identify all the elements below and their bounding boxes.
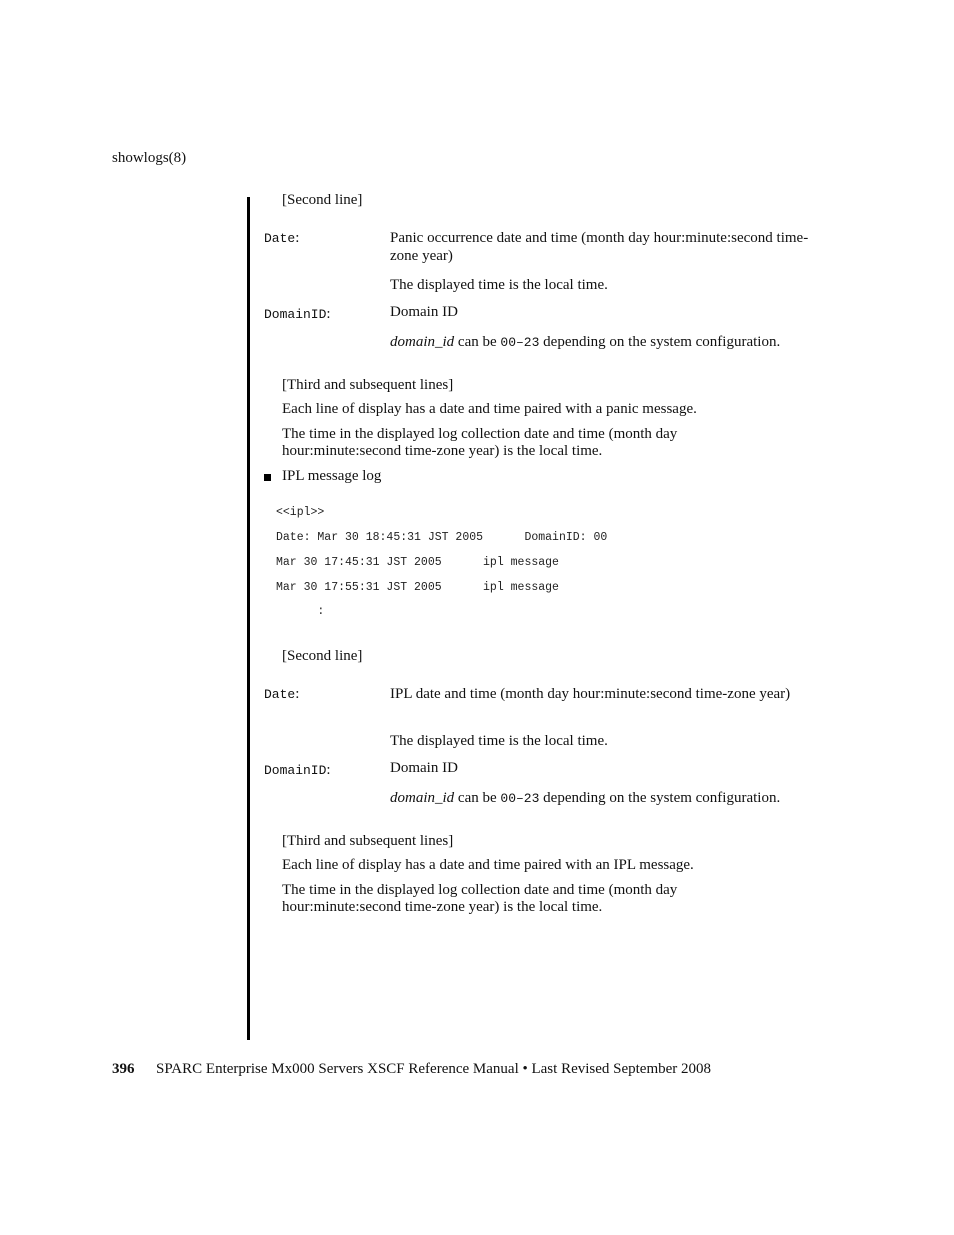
second-line-heading: [Second line] — [282, 192, 363, 208]
domain-id-italic: domain_id — [390, 334, 455, 350]
date-term — [264, 229, 299, 247]
domain-term — [264, 305, 331, 323]
change-bar — [247, 197, 250, 1040]
code-line: Mar 30 17:55:31 JST 2005 ipl message — [276, 581, 559, 594]
running-head: showlogs(8) — [112, 150, 187, 166]
third-lines-heading: [Third and subsequent lines] — [282, 377, 454, 393]
date-term-code: Date — [264, 687, 296, 702]
domain-term-colon: : — [326, 762, 331, 778]
code-line: Date: Mar 30 18:45:31 JST 2005 DomainID: 00 — [276, 531, 608, 544]
bullet-square-icon — [264, 474, 271, 481]
ipl-bullet-label: IPL message log — [282, 468, 382, 484]
date-term-colon: : — [295, 686, 300, 702]
third-lines-heading: [Third and subsequent lines] — [282, 833, 454, 849]
domain-term-code: DomainID — [264, 763, 327, 778]
date-term-colon: : — [295, 230, 300, 246]
domain-description: Domain ID — [390, 304, 458, 320]
date-note: The displayed time is the local time. — [390, 733, 608, 749]
domain-note-end: depending on the system configuration. — [539, 790, 781, 806]
date-description: Panic occurrence date and time (month day hour:minute:second time-zone year) — [390, 230, 809, 264]
date-note: The displayed time is the local time. — [390, 277, 608, 293]
domain-term-code: DomainID — [264, 307, 327, 322]
domain-note — [390, 334, 780, 351]
code-line: Mar 30 17:45:31 JST 2005 ipl message — [276, 556, 559, 569]
code-line: : — [276, 605, 325, 618]
domain-term — [264, 761, 331, 779]
date-term-code: Date — [264, 231, 296, 246]
third-lines-paragraph-2: The time in the displayed log collection date and time (month day hour:minute:second time-zone year) is the local time. — [282, 426, 678, 459]
domain-note-end: depending on the system configuration. — [539, 334, 781, 350]
date-term — [264, 685, 299, 703]
third-lines-paragraph-1: Each line of display has a date and time paired with an IPL message. — [282, 857, 694, 873]
second-line-heading: [Second line] — [282, 648, 363, 664]
footer-title: SPARC Enterprise Mx000 Servers XSCF Reference Manual • Last Revised September 2008 — [156, 1061, 712, 1077]
domain-description: Domain ID — [390, 760, 458, 776]
code-line: <<ipl>> — [276, 506, 325, 519]
domain-note — [390, 790, 780, 807]
domain-range-code: 00–23 — [500, 791, 540, 806]
domain-term-colon: : — [326, 306, 331, 322]
third-lines-paragraph-2: The time in the displayed log collection date and time (month day hour:minute:second time-zone year) is the local time. — [282, 882, 678, 915]
domain-id-italic: domain_id — [390, 790, 455, 806]
page-number: 396 — [112, 1061, 135, 1077]
date-description: IPL date and time (month day hour:minute:second time-zone year) — [390, 686, 791, 702]
domain-note-mid: can be — [454, 334, 501, 350]
domain-range-code: 00–23 — [500, 335, 540, 350]
third-lines-paragraph-1: Each line of display has a date and time paired with a panic message. — [282, 401, 697, 417]
domain-note-mid: can be — [454, 790, 501, 806]
page-footer — [112, 1061, 711, 1078]
